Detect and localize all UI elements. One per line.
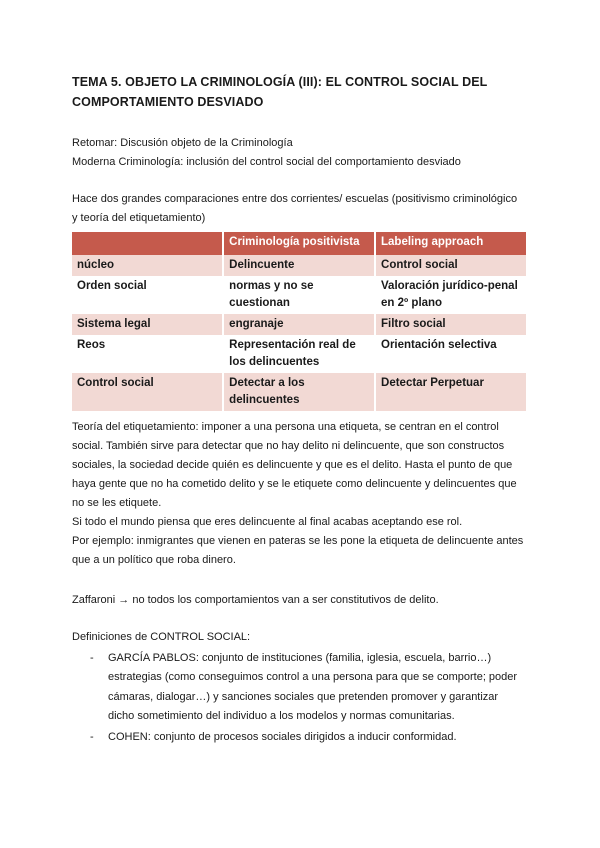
page-title bbox=[72, 72, 532, 112]
table-cell: Detectar Perpetuar bbox=[375, 373, 527, 411]
table-cell: Control social bbox=[375, 255, 527, 276]
table-header-cell: Criminología positivista bbox=[223, 232, 375, 255]
table-row bbox=[72, 335, 527, 373]
table-cell: Valoración jurídico-penal en 2º plano bbox=[375, 276, 527, 314]
intro-line: Moderna Criminología: inclusión del control social del comportamiento desviado bbox=[72, 156, 461, 168]
list-dash: - bbox=[90, 730, 94, 743]
table-cell: engranaje bbox=[223, 314, 375, 335]
table-cell: Orientación selectiva bbox=[375, 335, 527, 373]
table-row bbox=[72, 373, 527, 411]
definiciones-section bbox=[72, 628, 528, 747]
table-cell: Sistema legal bbox=[72, 314, 223, 335]
comparison-intro-line: y teoría del etiquetamiento) bbox=[72, 212, 206, 224]
table-header-cell: Labeling approach bbox=[375, 232, 527, 255]
table-header-cell bbox=[72, 232, 223, 255]
paragraph-line: Teoría del etiquetamiento: imponer a una persona una etiqueta, se centran en el control bbox=[72, 421, 499, 433]
paragraph-line: haya gente que no ha cometido delito y se le etiquete como delincuente y delincuentes que bbox=[72, 478, 517, 490]
list-item-line: dicho sometimiento del individuo a los modelos y normas comunitarias. bbox=[108, 710, 455, 722]
zaffaroni-paragraph: Zaffaroni → no todos los comportamientos van a ser constitutivos de delito. bbox=[72, 594, 439, 606]
table-cell: Reos bbox=[72, 335, 223, 373]
list-item-line: COHEN: conjunto de procesos sociales dirigidos a inducir conformidad. bbox=[108, 730, 457, 743]
intro-paragraph bbox=[72, 134, 528, 172]
list-dash: - bbox=[90, 651, 94, 664]
title-line: COMPORTAMIENTO DESVIADO bbox=[72, 95, 264, 109]
list-item-line: cámaras, dialogar…) y sanciones sociales que pretenden promover y garantizar bbox=[108, 690, 499, 703]
table-cell: Detectar a los delincuentes bbox=[223, 373, 375, 411]
list-item bbox=[72, 649, 528, 727]
table-cell: núcleo bbox=[72, 255, 223, 276]
paragraph-line: Por ejemplo: inmigrantes que vienen en pateras se les pone la etiqueta de delincuente antes bbox=[72, 535, 524, 547]
intro-line: Retomar: Discusión objeto de la Criminología bbox=[72, 137, 293, 149]
table-cell: Control social bbox=[72, 373, 223, 411]
comparison-intro-paragraph bbox=[72, 190, 528, 228]
list-item bbox=[72, 728, 528, 748]
table-row bbox=[72, 255, 527, 276]
paragraph-line: Si todo el mundo piensa que eres delincuente al final acabas aceptando ese rol. bbox=[72, 516, 463, 528]
paragraph-line: no se les etiquete. bbox=[72, 497, 162, 509]
table-header-row bbox=[72, 232, 527, 255]
list-item-line: estrategias (como conseguimos control a una persona para que se comporte; poder bbox=[108, 671, 518, 683]
list-item-text bbox=[108, 649, 528, 727]
etiquetamiento-paragraph bbox=[72, 418, 528, 570]
list-item-text bbox=[108, 728, 528, 748]
table-cell: Delincuente bbox=[223, 255, 375, 276]
table-cell: Representación real de los delincuentes bbox=[223, 335, 375, 373]
comparison-table bbox=[72, 232, 528, 411]
paragraph-line: social. También sirve para detectar que no hay delito ni delincuente, que son constructos bbox=[72, 440, 505, 452]
title-line: TEMA 5. OBJETO LA CRIMINOLOGÍA (III): EL CONTROL SOCIAL DEL bbox=[72, 75, 488, 89]
table-cell: Filtro social bbox=[375, 314, 527, 335]
definiciones-heading: Definiciones de CONTROL SOCIAL: bbox=[72, 631, 251, 643]
paragraph-line: sociales, la sociedad decide quién es delincuente y que es el delito. Hasta el punto de que bbox=[72, 459, 513, 471]
table-cell: normas y no se cuestionan bbox=[223, 276, 375, 314]
list-item-line: GARCÍA PABLOS: conjunto de instituciones (familia, iglesia, escuela, barrio…) bbox=[108, 651, 492, 664]
comparison-intro-line: Hace dos grandes comparaciones entre dos corrientes/ escuelas (positivismo criminológico bbox=[72, 193, 518, 205]
table-row bbox=[72, 314, 527, 335]
table-cell: Orden social bbox=[72, 276, 223, 314]
table-row bbox=[72, 276, 527, 314]
paragraph-line: que a un político que roba dinero. bbox=[72, 554, 236, 566]
